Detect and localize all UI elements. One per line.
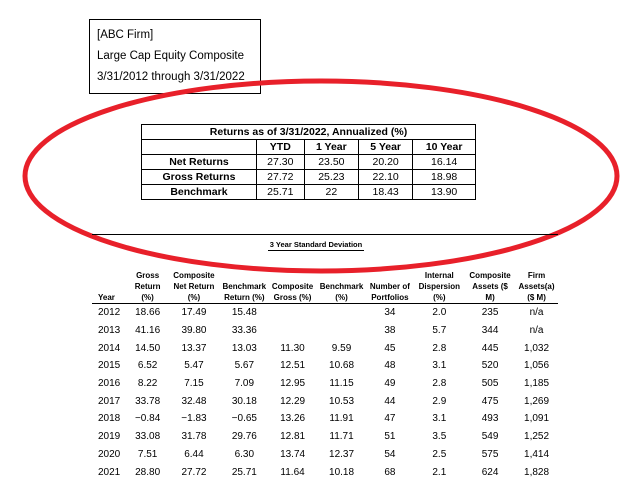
table-cell: 11.30 [280,342,305,354]
table-cell: 38 [384,325,396,337]
table-row [92,375,558,393]
table-cell: 2.1 [432,466,447,478]
table-row [92,428,558,446]
table-cell: 13.74 [280,448,306,460]
table-cell: 12.37 [329,448,355,460]
table-cell [268,322,317,340]
table-cell: 33.08 [135,431,161,443]
table-cell: 2.9 [432,395,447,407]
table-cell: −1.83 [181,413,207,425]
returns-title: Returns as of 3/31/2022, Annualized (%) [142,125,476,140]
table-cell: 5.7 [432,325,447,337]
table-cell: 48 [384,360,396,372]
table-cell: 47 [384,413,396,425]
year-cell: 2012 [98,307,121,319]
year-cell: 2013 [98,325,121,337]
col-sd-benchmark: Benchmark (%) [317,255,366,304]
table-cell: 7.15 [184,378,204,390]
table-cell: 2.5 [432,448,447,460]
table-cell: 39.80 [181,325,207,337]
table-cell: 5.47 [184,360,204,372]
table-cell: 12.81 [280,431,306,443]
table-cell: 1,091 [524,413,550,425]
returns-title-row [142,125,476,140]
table-top-rule [92,234,558,235]
table-row [92,463,558,481]
cell: 13.90 [413,185,476,200]
composite-table-body [92,304,558,481]
table-cell: 5.67 [234,360,255,372]
table-cell: 235 [481,307,499,319]
row-label: Net Returns [142,155,257,170]
table-cell: 344 [481,325,499,337]
returns-row-gross [142,170,476,185]
table-cell: 1,185 [524,378,550,390]
year-cell: 2021 [98,466,121,478]
cell: 25.23 [304,170,358,185]
table-cell: 1,414 [524,448,550,460]
table-cell [268,304,317,322]
table-cell: 549 [481,431,499,443]
table-cell: 6.30 [234,448,255,460]
table-row [92,392,558,410]
table-row [92,410,558,428]
table-cell: 30.18 [231,395,257,407]
table-row [92,322,558,340]
table-row [92,304,558,322]
table-cell: 10.68 [329,360,355,372]
table-cell: 49 [384,378,396,390]
table-cell: 8.22 [137,378,158,390]
table-cell: 10.53 [329,395,355,407]
returns-header-10y: 10 Year [413,140,476,155]
table-cell: 2.8 [432,342,447,354]
table-cell: 1,056 [524,360,550,372]
table-cell: 493 [481,413,499,425]
table-cell: 445 [481,342,499,354]
table-cell: 44 [384,395,396,407]
std-dev-group-title: 3 Year Standard Deviation [269,240,363,249]
table-cell: 3.1 [432,360,447,372]
year-cell: 2020 [98,448,121,460]
year-cell: 2018 [98,413,121,425]
year-cell: 2014 [98,342,121,354]
returns-table [141,124,476,200]
table-cell: 33.36 [231,325,257,337]
table-cell: n/a [529,307,544,319]
table-cell: 25.71 [231,466,257,478]
table-cell: −0.84 [134,413,161,425]
table-cell: 18.66 [135,307,161,319]
table-cell: 11.91 [329,413,354,425]
row-label: Benchmark [142,185,257,200]
table-cell: 575 [481,448,499,460]
col-portfolios: Number of Portfolios [366,255,413,304]
returns-header-ytd: YTD [256,140,304,155]
table-cell: 10.18 [329,466,355,478]
col-benchmark-return: Benchmark Return (%) [220,255,268,304]
table-cell: 12.51 [280,360,306,372]
col-net-return: Composite Net Return (%) [168,255,221,304]
returns-row-net [142,155,476,170]
table-cell: 1,252 [524,431,550,443]
returns-header-5y: 5 Year [359,140,413,155]
year-cell: 2016 [98,378,121,390]
cell: 18.98 [413,170,476,185]
composite-name: Large Cap Equity Composite [97,50,245,62]
firm-info-box [89,19,261,94]
table-cell: 1,269 [524,395,550,407]
cell: 16.14 [413,155,476,170]
table-row [92,357,558,375]
table-cell: 6.52 [137,360,158,372]
table-cell: 13.26 [280,413,306,425]
table-cell: 17.49 [181,307,207,319]
table-cell: 2.8 [432,378,447,390]
col-gross-return: Gross Return (%) [128,255,168,304]
col-firm-assets: Firm Assets(a) ($ M) [515,255,558,304]
table-row [92,339,558,357]
table-cell: 34 [384,307,396,319]
table-cell: 11.71 [329,431,354,443]
cell: 22.10 [359,170,413,185]
table-cell: 13.03 [231,342,257,354]
table-cell: 475 [481,395,499,407]
table-cell: 14.50 [135,342,161,354]
cell: 22 [304,185,358,200]
col-year: Year [92,255,128,304]
table-cell: 3.5 [432,431,447,443]
date-range: 3/31/2012 through 3/31/2022 [97,71,245,83]
composite-table [92,255,558,481]
table-cell: 9.59 [331,342,352,354]
table-cell: 7.51 [137,448,158,460]
table-cell: 3.1 [432,413,447,425]
table-cell [317,304,366,322]
cell: 18.43 [359,185,413,200]
table-cell: 45 [384,342,396,354]
table-row [92,446,558,464]
cell: 27.72 [256,170,304,185]
table-cell: 1,828 [524,466,550,478]
table-cell: −0.65 [231,413,257,425]
table-cell: 2.0 [432,307,447,319]
composite-header-row [92,255,558,304]
table-cell: 6.44 [184,448,204,460]
table-cell: 32.48 [181,395,207,407]
table-cell: 68 [384,466,396,478]
table-cell: 12.29 [280,395,306,407]
table-cell: 11.64 [280,466,305,478]
year-cell: 2015 [98,360,121,372]
returns-header-1y: 1 Year [304,140,358,155]
returns-row-benchmark [142,185,476,200]
table-cell: n/a [529,325,544,337]
table-cell: 33.78 [135,395,161,407]
col-sd-composite: Composite Gross (%) [268,255,317,304]
table-cell: 624 [481,466,499,478]
year-cell: 2017 [98,395,121,407]
table-cell: 11.15 [329,378,354,390]
table-cell: 51 [384,431,396,443]
returns-header-blank [142,140,257,155]
year-cell: 2019 [98,431,121,443]
firm-name: [ABC Firm] [97,29,154,41]
col-dispersion: Internal Dispersion (%) [414,255,465,304]
col-composite-assets: Composite Assets ($ M) [465,255,515,304]
table-cell: 13.37 [181,342,207,354]
table-cell: 27.72 [181,466,207,478]
table-cell: 29.76 [231,431,257,443]
table-cell: 7.09 [234,378,255,390]
row-label: Gross Returns [142,170,257,185]
cell: 27.30 [256,155,304,170]
table-cell: 31.78 [181,431,207,443]
table-cell [317,322,366,340]
table-cell: 15.48 [231,307,257,319]
table-cell: 12.95 [280,378,306,390]
cell: 23.50 [304,155,358,170]
table-cell: 520 [481,360,499,372]
cell: 20.20 [359,155,413,170]
table-cell: 505 [481,378,499,390]
table-cell: 28.80 [135,466,161,478]
table-cell: 41.16 [135,325,161,337]
table-cell: 1,032 [524,342,550,354]
table-cell: 54 [384,448,396,460]
returns-header-row [142,140,476,155]
cell: 25.71 [256,185,304,200]
